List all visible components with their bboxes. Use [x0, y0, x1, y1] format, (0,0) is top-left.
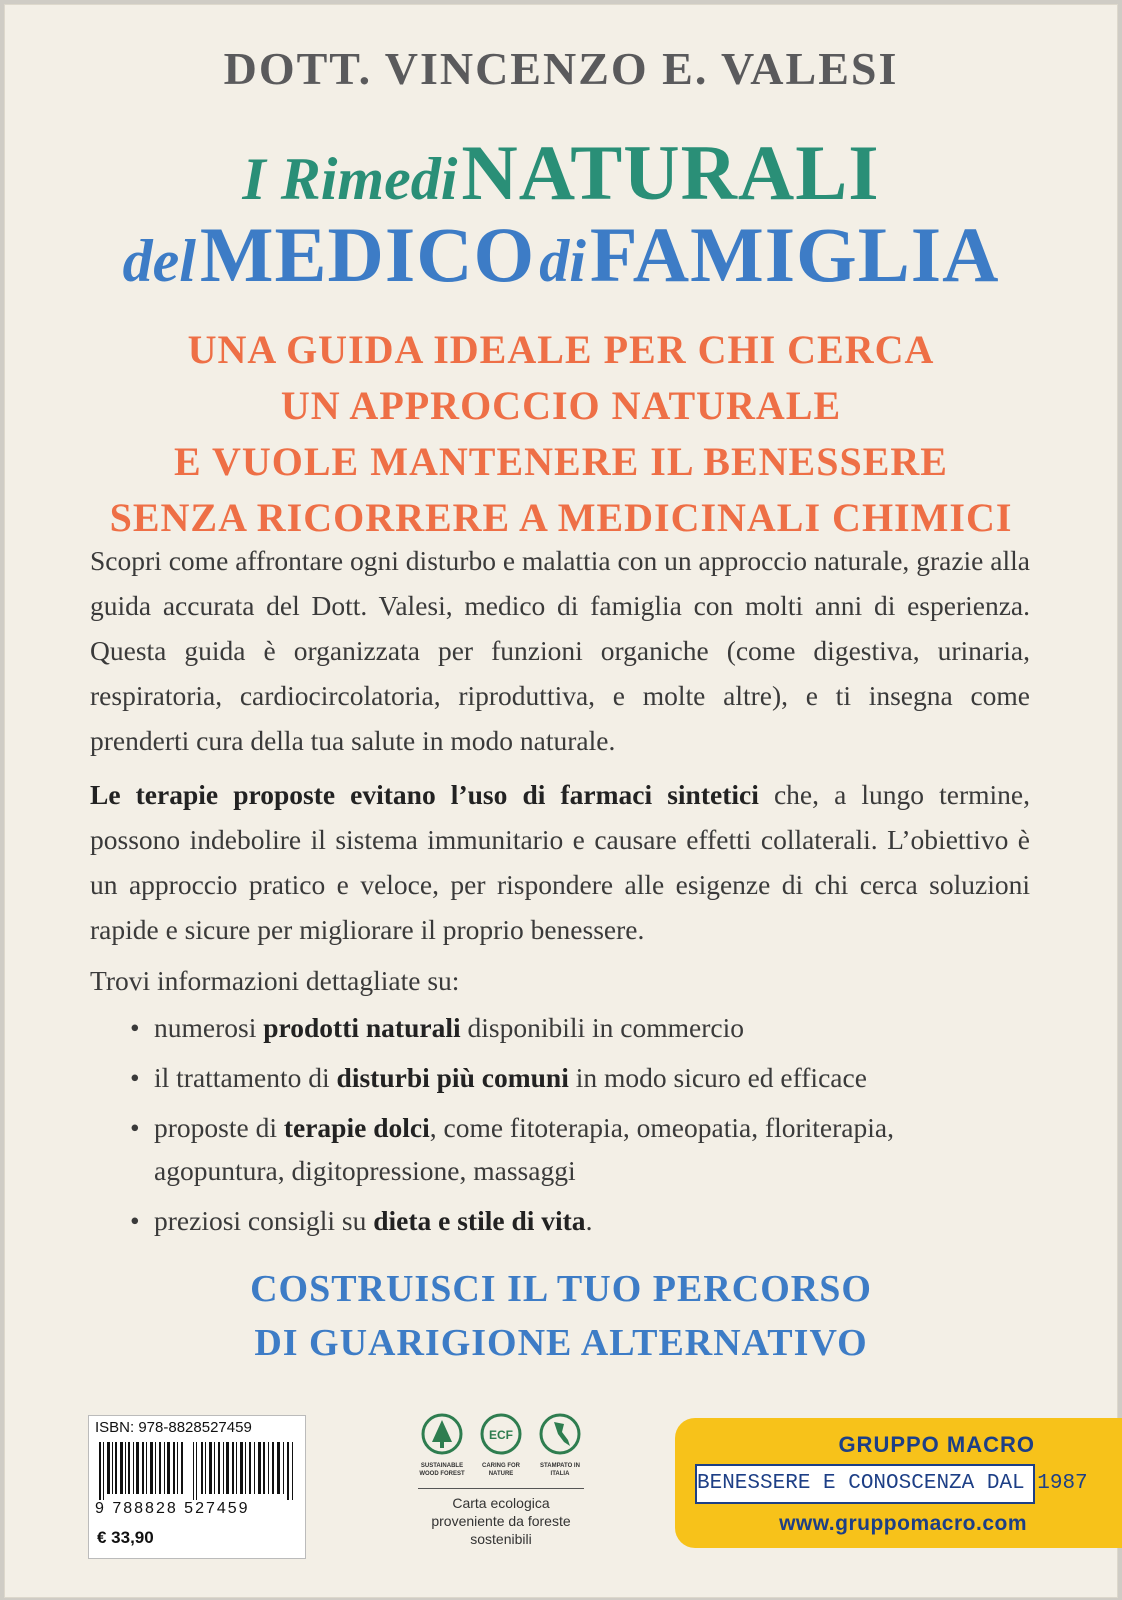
list-item: • numerosi prodotti naturali disponibili in commercio	[130, 1006, 1030, 1049]
paragraph-2-text: che, a lungo termine, possono indebolire il sistema immunitario e causare effetti collaterali. L’obiettivo è un approccio pratico e veloce, per rispondere alle esigenze di chi cerca soluzioni rapide e sicure per migliorare il proprio benessere.	[90, 779, 1030, 945]
subtitle-block	[0, 322, 1122, 546]
closing-line: COSTRUISCI IL TUO PERCORSO	[250, 1268, 872, 1310]
isbn-label: ISBN: 978-8828527459	[95, 1419, 252, 1436]
eco-caption: CARING FOR NATURE	[482, 1463, 520, 1477]
bullet-icon: •	[130, 1012, 140, 1043]
subtitle-line: UN APPROCCIO NATURALE	[280, 383, 842, 428]
list-item: • proposte di terapie dolci, come fitoterapia, omeopatia, floriterapia, agopuntura, digitopressione, massaggi	[130, 1106, 1030, 1192]
subtitle-line: E VUOLE MANTENERE IL BENESSERE	[174, 439, 948, 484]
publisher-banner	[675, 1418, 1122, 1548]
barcode-number: 9 788828 527459	[95, 1500, 250, 1517]
publisher-name: GRUPPO MACRO	[838, 1432, 1035, 1457]
description-paragraph-1: Scopri come affrontare ogni disturbo e malattia con un approccio naturale, grazie alla guida accurata del Dott. Valesi, medico di famiglia con molti anni di esperienza. Questa guida è organizzata per funzioni organiche (come digestiva, urinaria, respiratoria, cardiocircolatoria, riproduttiva, e molte altre), e ti insegna come prenderti cura della tua salute in modo naturale.	[90, 545, 1030, 756]
price: € 33,90	[97, 1528, 154, 1547]
italy-map-icon	[541, 1415, 579, 1453]
author-name: DOTT. VINCENZO E. VALESI	[223, 43, 899, 94]
eco-caption: STAMPATO IN ITALIA	[540, 1463, 580, 1477]
subtitle-line: UNA GUIDA IDEALE PER CHI CERCA	[187, 327, 935, 372]
book-title-line-1	[0, 128, 1122, 218]
eco-caption: SUSTAINABLE WOOD FOREST	[419, 1463, 465, 1477]
title-word-del: del	[122, 228, 196, 294]
barcode-icon	[97, 1442, 297, 1500]
title-word-famiglia: FAMIGLIA	[589, 211, 1000, 298]
tree-icon	[423, 1415, 461, 1453]
svg-text:ECF: ECF	[489, 1428, 513, 1442]
closing-tagline	[0, 1262, 1122, 1370]
publisher-tagline: BENESSERE E CONOSCENZA DAL 1987	[695, 1464, 1035, 1504]
description-paragraph-2	[90, 772, 1030, 952]
eco-certification	[418, 1412, 584, 1562]
bullet-icon: •	[130, 1062, 140, 1093]
title-word-naturali: NATURALI	[461, 129, 880, 216]
eco-paper-note: Carta ecologica proveniente da foreste sostenibili	[431, 1495, 571, 1547]
title-word-i-rimedi: I Rimedi	[242, 146, 458, 212]
list-item: • preziosi consigli su dieta e stile di vita.	[130, 1199, 1030, 1242]
title-word-medico: MEDICO	[199, 211, 536, 298]
paragraph-2-bold: Le terapie proposte evitano l’uso di farmaci sintetici	[90, 779, 759, 810]
feature-list	[130, 1006, 1030, 1249]
list-item: • il trattamento di disturbi più comuni in modo sicuro ed efficace	[130, 1056, 1030, 1099]
bullet-icon: •	[130, 1112, 140, 1143]
ecf-badge-icon	[482, 1415, 520, 1453]
closing-line: DI GUARIGIONE ALTERNATIVO	[254, 1322, 868, 1364]
bullet-icon: •	[130, 1205, 140, 1236]
divider	[418, 1488, 584, 1489]
publisher-url[interactable]: www.gruppomacro.com	[779, 1512, 1027, 1535]
eco-icons-group	[418, 1412, 584, 1456]
list-intro: Trovi informazioni dettagliate su:	[90, 965, 460, 996]
subtitle-line: SENZA RICORRERE A MEDICINALI CHIMICI	[109, 495, 1013, 540]
barcode-label	[88, 1415, 306, 1559]
title-word-di: di	[539, 228, 586, 294]
book-title-line-2	[0, 210, 1122, 300]
